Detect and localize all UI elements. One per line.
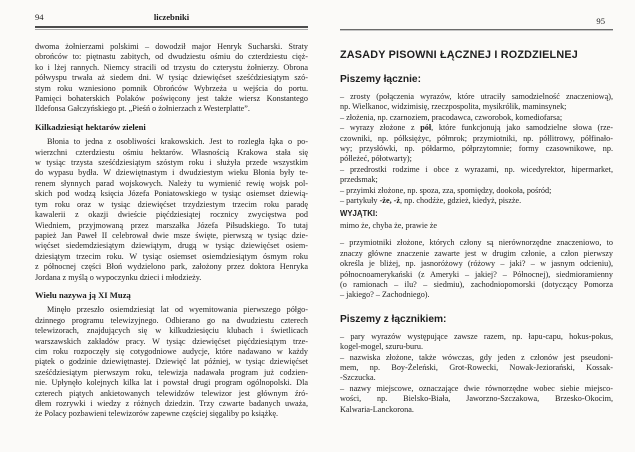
exceptions-label: WYJĄTKI: — [340, 209, 378, 219]
section-heading: Wielu nazywa ją XI Muzą — [35, 289, 131, 300]
exceptions-text: mimo że, chyba że, prawie że — [340, 220, 438, 230]
text-line: warszawskich zakładów pracy. W tysiąc dziewięćset pięćdziesiątym trze- — [35, 336, 308, 346]
text-line: – przymiotniki złożone, których człony są nierównorzędne znaczeniowo, to — [340, 238, 613, 248]
text-line: (o ramionach – ilu? – siedmiu), zachodniopomorski (dotyczący Pomorza — [340, 279, 613, 289]
text-line: -Szczucka. — [340, 373, 376, 383]
list-item — [340, 186, 613, 196]
text-line: Pamięci bohaterskich Polaków poświęcony jest także wiersz Konstantego — [35, 94, 308, 104]
text-line: kogel-mogel, szuru-buru. — [340, 342, 423, 352]
list-item — [340, 165, 613, 186]
text-line: – złożenia, np. czarnoziem, pracodawca, czworobok, komediofarsa; — [340, 112, 563, 122]
text-line: stym roku wzniesiono pomnik Obrońców Wybrzeża u wejścia do portu. — [35, 83, 308, 93]
list-item — [340, 196, 613, 206]
text-line: dzinnego programu telewizyjnego. Odbierano go na dwudziestu czterech — [35, 315, 308, 325]
text-line: piątek o godzinie dziewiętnastej. Dziewięć lat później, w tysiąc dziewięćset — [35, 357, 308, 367]
text-line: skich pod wodzą księcia Józefa Poniatowskiego w tysiąc osiemset dziewią- — [35, 189, 308, 199]
text-line: określa je bliżej, np. jasnoróżowy (różowy – jaki? – w jasnym odcieniu), — [340, 259, 613, 269]
text-line: sześćdziesiątym pierwszym roku, telewizja nadawała program już codzien- — [35, 367, 308, 377]
text-line: dziesiątym trzecim roku. W tysiąc osiemset osiemdziesiątym ósmym roku — [35, 251, 308, 261]
text-line: – nazwy miejscowe, oznaczające dwie równorzędne wobec siebie miejsco- — [340, 383, 613, 393]
right-page-number: 95 — [596, 16, 605, 26]
text-line: że Polacy pozbawieni telewizorów zapewne częściej sięgaliby po książkę. — [35, 409, 279, 419]
list-item — [340, 92, 613, 113]
paragraph — [35, 42, 308, 115]
text-line: kawalerii z okazji dwieście pięćdziesiątej rocznicy zwycięstwa pod — [35, 210, 308, 220]
header-rule — [35, 26, 308, 30]
list-item — [340, 113, 613, 123]
text-line: – pary wyrazów występujące zawsze razem, np. łapu-capu, hokus-pokus, — [340, 331, 613, 341]
text-line: dwoma żołnierzami polskimi – dowodził major Henryk Sucharski. Straty — [35, 42, 308, 51]
text-line: więćset siedemdziesiątym dziewiątym, drugą w tysiąc dziewięćset osiem- — [35, 241, 308, 251]
left-page-body — [35, 42, 308, 420]
text-line: Jordana z myślą o wypoczynku dzieci i młodzieży. — [35, 272, 202, 282]
text-line: ko i lżej rannych. Niemcy stracili od trzystu do czterystu żołnierzy. Obrona — [35, 62, 308, 72]
text-line: północnoamerykański (z Ameryki – jakiej? – Północnej), siedmioramienny — [340, 269, 613, 279]
paragraph — [35, 305, 308, 419]
text-line: – przyimki złożone, np. spoza, zza, spomiędzy, dookoła, pośród; — [340, 185, 552, 195]
text-line: znaczy główne znaczenie zawarte jest w drugim członie, a człon pierwszy — [340, 248, 613, 258]
text-line: w tysiąc trzysta sześćdziesiątym szóstym roku i służyła przede wszystkim — [35, 158, 308, 168]
left-page — [35, 10, 308, 452]
right-page-header — [340, 10, 613, 30]
text-line: nie. Upłynęło kolejnych kilka lat i powstał drugi program ogólnopolski. Dla — [35, 378, 308, 388]
text-line: – zrosty (połączenia wyrazów, które utraciły samodzielność znaczeniową), — [340, 92, 613, 101]
paragraph — [35, 137, 308, 283]
text-line: – przedrostki rodzime i obce z wyrazami, np. wicedyrektor, hipermarket, — [340, 164, 613, 174]
left-page-header — [35, 10, 308, 25]
text-line: Wiedniem, przyjmowaną przez marszałka Józefa Piłsudskiego. To tutaj — [35, 220, 308, 230]
list-item — [340, 353, 613, 384]
running-title: liczebniki — [153, 12, 190, 22]
text-line: czowniki, np. półksiężyc, półmrok; przymiotniki, np. półlitrowy, półfinało- — [340, 133, 613, 143]
list-item — [340, 384, 613, 415]
text-line: Kalwaria-Lanckorona. — [340, 404, 414, 414]
text-line: wości, np. Bielsko-Biała, Jaworzno-Szczakowa, Brzesko-Okocim, — [340, 394, 613, 404]
chapter-title: ZASADY PISOWNI ŁĄCZNEJ I ROZDZIELNEJ — [340, 49, 578, 61]
text-line: np. Wielkanoc, widzimisię, rzeczpospolita, mysikrólik, maminsynek; — [340, 102, 567, 112]
left-page-number: 94 — [35, 12, 44, 22]
text-line: wierzchni czterdziestu ośmiu hektarów. Własnością Krakowa stała się — [35, 147, 308, 157]
right-page — [340, 10, 613, 452]
text-line: Minęło przeszło osiemdziesiąt lat od wyemitowania pierwszego półgo- — [47, 305, 308, 315]
text-line: czterech piątych ankietowanych telewidzów telewizor jest głównym źró- — [35, 388, 308, 398]
right-page-body — [340, 92, 613, 301]
subheading-piszemy-z-lacznikiem: Piszemy z łącznikiem: — [340, 313, 447, 325]
subheading-piszemy-lacznie: Piszemy łącznie: — [340, 74, 421, 85]
text-line: Błonia to jedna z osobliwości krakowskich. Jest to rozległa łąka o po- — [47, 137, 308, 147]
text-line: – wyrazy złożone z pół, które funkcjonują jako samodzielne słowa (rze- — [340, 123, 614, 133]
text-line: – partykuły -że, -ż, np. chodźże, gdzież, kiedyż, piszże. — [340, 196, 522, 206]
text-line: Ildefonsa Gałczyńskiego pt. „Pieśń o żołnierzach z Westerplatte”. — [35, 104, 250, 114]
text-line: dłem rozrywki i wiedzy z różnych dziedzin. Trzy czwarte badanych uważa, — [35, 399, 308, 408]
text-line: z północnej części Błoń wydzielono park, założony przez doktora Henryka — [35, 262, 308, 272]
text-line: – nazwiska złożone, także wówczas, gdy jeden z członów jest pseudoni- — [340, 352, 613, 362]
header-rule — [340, 29, 613, 30]
text-line: tym roku oraz w tysiąc dziewięćset trzydziestym trzecim roku paradę — [35, 199, 308, 209]
text-line: obrońców to: piętnastu zabitych, od dwudziestu ośmiu do czterdziestu cięż- — [35, 52, 308, 62]
list-item — [340, 123, 613, 165]
text-line: mem, np. Boy-Żeleński, Grot-Rowecki, Nowak-Jeziorański, Kossak- — [340, 362, 613, 372]
text-line: cim roku rozpoczęły się cotygodniowe audycje, które nadawano w każdy — [35, 346, 308, 356]
text-line: papież Jan Paweł II celebrował dwie msze święte, pierwszą w tysiąc dzie- — [35, 230, 308, 240]
list-item — [340, 238, 613, 300]
text-line: telewizorach, znajdujących się w kilkudziesięciu klubach i świetlicach — [35, 326, 308, 336]
text-line: renem słynnych parad wojskowych. Należy tu wymienić rewię wojsk pol- — [35, 178, 308, 188]
text-line: wy; przysłówki, np. półdarmo, półprzytomnie; formy czasownikowe, np. — [340, 144, 613, 154]
right-page-body-2 — [340, 332, 613, 415]
text-line: przedsmak; — [340, 175, 378, 185]
section-heading: Kilkadziesiąt hektarów zieleni — [35, 121, 146, 132]
text-line: półleżeć, półotwarty); — [340, 154, 412, 164]
text-line: – jakiego? – Zachodniego). — [340, 290, 430, 300]
list-item — [340, 332, 613, 353]
text-line: do wypasu bydła. W dziewiętnastym i dwudziestym wieku Błonia były te- — [35, 168, 308, 178]
text-line: półwyspu trwała aż siedem dni. W tysiąc dziewięćset sześćdziesiątym szó- — [35, 73, 308, 83]
